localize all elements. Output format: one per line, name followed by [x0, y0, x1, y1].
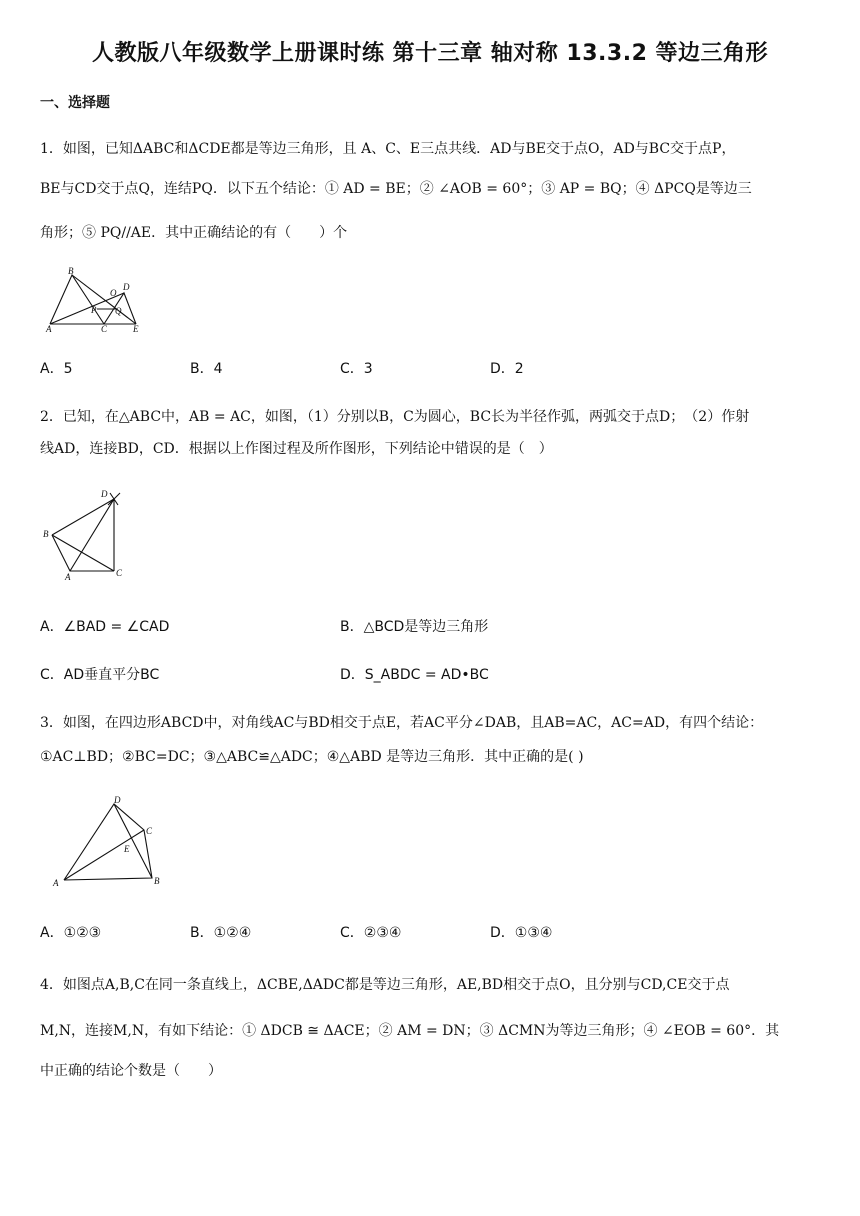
q3-option-a[interactable]: A．①②③: [40, 925, 102, 941]
q3-text-line2: ①AC⊥BD；②BC=DC；③△ABC≌△ADC；④△ABD 是等边三角形．其中正确的是( ): [40, 749, 584, 765]
q3-quadrilateral-abcd: [64, 804, 152, 880]
q2-ray-ad: [70, 499, 114, 571]
q3-label-d: D: [114, 795, 121, 805]
q2-label-d: D: [101, 489, 108, 499]
q3-label-e: E: [124, 844, 130, 854]
q4-text-line3: 中正确的结论个数是（ ）: [40, 1063, 222, 1079]
q1-label-c: C: [101, 324, 108, 332]
q3-option-b[interactable]: B．①②④: [190, 925, 252, 941]
q1-option-a[interactable]: A．5: [40, 361, 73, 377]
q1-label-b: B: [68, 266, 74, 276]
q2-text-line1: 2．已知，在△ABC中，AB = AC，如图，（1）分别以B，C为圆心，BC长为半径作弧，两弧交于点D； （2）作射: [40, 409, 750, 425]
page-title: 人教版八年级数学上册课时练 第十三章 轴对称 13.3.2 等边三角形: [91, 41, 769, 66]
q3-text-line1: 3．如图，在四边形ABCD中，对角线AC与BD相交于点E，若AC平分∠DAB，且AB=AC，AC=AD，有四个结论：: [40, 715, 764, 731]
q1-option-c[interactable]: C．3: [340, 361, 373, 377]
q3-option-c[interactable]: C．②③④: [340, 925, 402, 941]
q1-triangle-abc: [50, 275, 104, 324]
q1-option-d[interactable]: D．2: [490, 361, 524, 377]
section-heading: 一、选择题: [40, 95, 110, 111]
q1-text-line1: 1．如图，已知ΔABC和ΔCDE都是等边三角形，且 A、C、E三点共线．AD与BE交于点O，AD与BC交于点P，: [40, 141, 736, 157]
q1-label-a: A: [46, 324, 52, 332]
q2-label-c: C: [116, 568, 123, 578]
q3-label-a: A: [53, 878, 59, 888]
q2-label-a: A: [65, 572, 71, 582]
q1-label-q: Q: [115, 306, 122, 316]
q2-option-d[interactable]: D．S_ABDC = AD•BC: [340, 667, 489, 683]
q3-figure: [48, 792, 172, 892]
q4-text-line2: M,N，连接M,N，有如下结论：① ΔDCB ≅ ΔACE；② AM = DN；③ ΔCMN为等边三角形；④ ∠EOB = 60°．其: [40, 1023, 780, 1039]
q4-text-line1: 4．如图点A,B,C在同一条直线上，ΔCBE,ΔADC都是等边三角形，AE,BD相交于点O，且分别与CD,CE交于点: [40, 977, 730, 993]
q1-text-line2: BE与CD交于点Q，连结PQ．以下五个结论：① AD = BE；② ∠AOB = 60°；③ AP = BQ；④ ΔPCQ是等边三: [40, 181, 752, 197]
q1-label-e: E: [133, 324, 139, 332]
q1-text-line3: 角形；⑤ PQ//AE．其中正确结论的有（ ）个: [40, 225, 348, 241]
q3-diagonal-ac: [64, 830, 144, 880]
q1-label-o: O: [110, 288, 117, 298]
q2-option-a[interactable]: A．∠BAD = ∠CAD: [40, 619, 170, 635]
q2-figure: [38, 486, 130, 582]
q3-option-d[interactable]: D．①③④: [490, 925, 553, 941]
q2-option-b[interactable]: B．△BCD是等边三角形: [340, 619, 489, 635]
q2-option-c[interactable]: C．AD垂直平分BC: [40, 667, 160, 683]
q1-figure: [44, 266, 144, 332]
q1-option-b[interactable]: B．4: [190, 361, 223, 377]
q1-label-d: D: [123, 282, 130, 292]
q1-label-p: P: [91, 305, 97, 315]
q2-text-line2: 线AD，连接BD，CD．根据以上作图过程及所作图形，下列结论中错误的是（ ）: [40, 441, 553, 457]
q2-label-b: B: [43, 529, 49, 539]
q3-label-b: B: [154, 876, 160, 886]
q3-label-c: C: [146, 826, 153, 836]
q2-line-bd: [52, 499, 114, 535]
